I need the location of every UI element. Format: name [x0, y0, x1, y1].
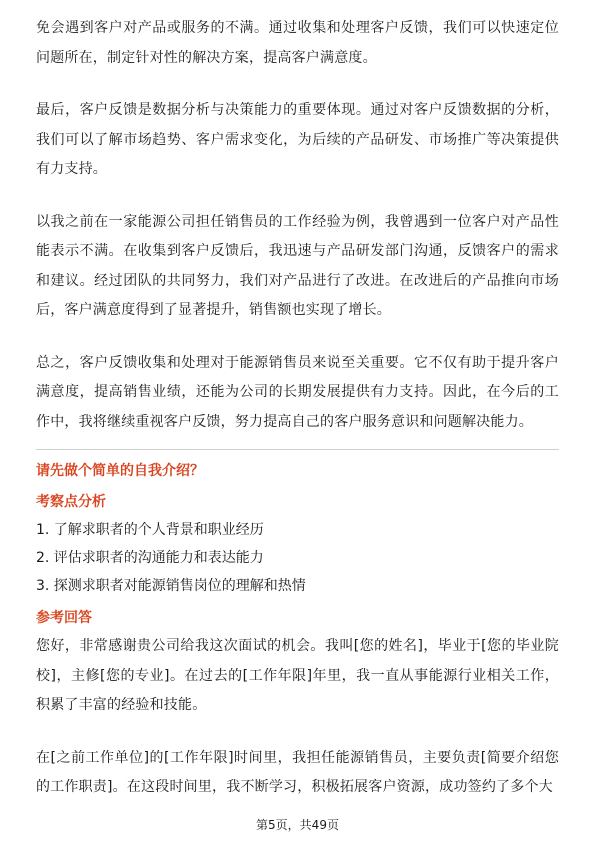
analysis-item: 3. 探测求职者对能源销售岗位的理解和热情: [36, 578, 306, 594]
analysis-item: 2. 评估求职者的沟通能力和表达能力: [36, 550, 264, 566]
paragraph-gap: [36, 185, 559, 208]
paragraph-gap: [36, 721, 559, 744]
document-page: [36, 14, 559, 803]
analysis-list: [36, 516, 559, 600]
analysis-heading: 考察点分析: [36, 494, 106, 510]
body-paragraph: 免会遇到客户对产品或服务的不满。通过收集和处理客户反馈，我们可以快速定位问题所在，制定针对性的解决方案，提高客户满意度。: [36, 20, 559, 66]
analysis-item: 1. 了解求职者的个人背景和职业经历: [36, 522, 264, 538]
body-paragraph: 总之，客户反馈收集和处理对于能源销售员来说至关重要。它不仅有助于提升客户满意度，提高销售业绩，还能为公司的长期发展提供有力支持。因此，在今后的工作中，我将继续重视客户反馈，努力提高自己的客户服务意识和问题解决能力。: [36, 354, 559, 430]
answer-paragraph: 在[之前工作单位]的[工作年限]时间里，我担任能源销售员，主要负责[简要介绍您的工作职责]。在这段时间里，我不断学习，积极拓展客户资源，成功签约了多个大: [36, 749, 559, 795]
paragraph-gap: [36, 326, 559, 349]
paragraph-gap: [36, 73, 559, 96]
answer-paragraph: 您好，非常感谢贵公司给我这次面试的机会。我叫[您的姓名]，毕业于[您的毕业院校]，主修[您的专业]。在过去的[工作年限]年里，我一直从事能源行业相关工作，积累了丰富的经验和技能。: [36, 638, 559, 713]
interview-question: 请先做个简单的自我介绍？: [36, 463, 204, 479]
body-paragraph: 最后，客户反馈是数据分析与决策能力的重要体现。通过对客户反馈数据的分析，我们可以了解市场趋势、客户需求变化，为后续的产品研发、市场推广等决策提供有力支持。: [36, 102, 559, 177]
section-divider: [36, 449, 559, 450]
page-number-footer: 第5页，共49页: [256, 818, 339, 832]
answer-heading: 参考回答: [36, 610, 92, 626]
body-paragraph: 以我之前在一家能源公司担任销售员的工作经验为例，我曾遇到一位客户对产品性能表示不满。在收集到客户反馈后，我迅速与产品研发部门沟通，反馈客户的需求和建议。经过团队的共同努力，我们对产品进行了改进。在改进后的产品推向市场后，客户满意度得到了显著提升，销售额也实现了增长。: [36, 213, 559, 318]
